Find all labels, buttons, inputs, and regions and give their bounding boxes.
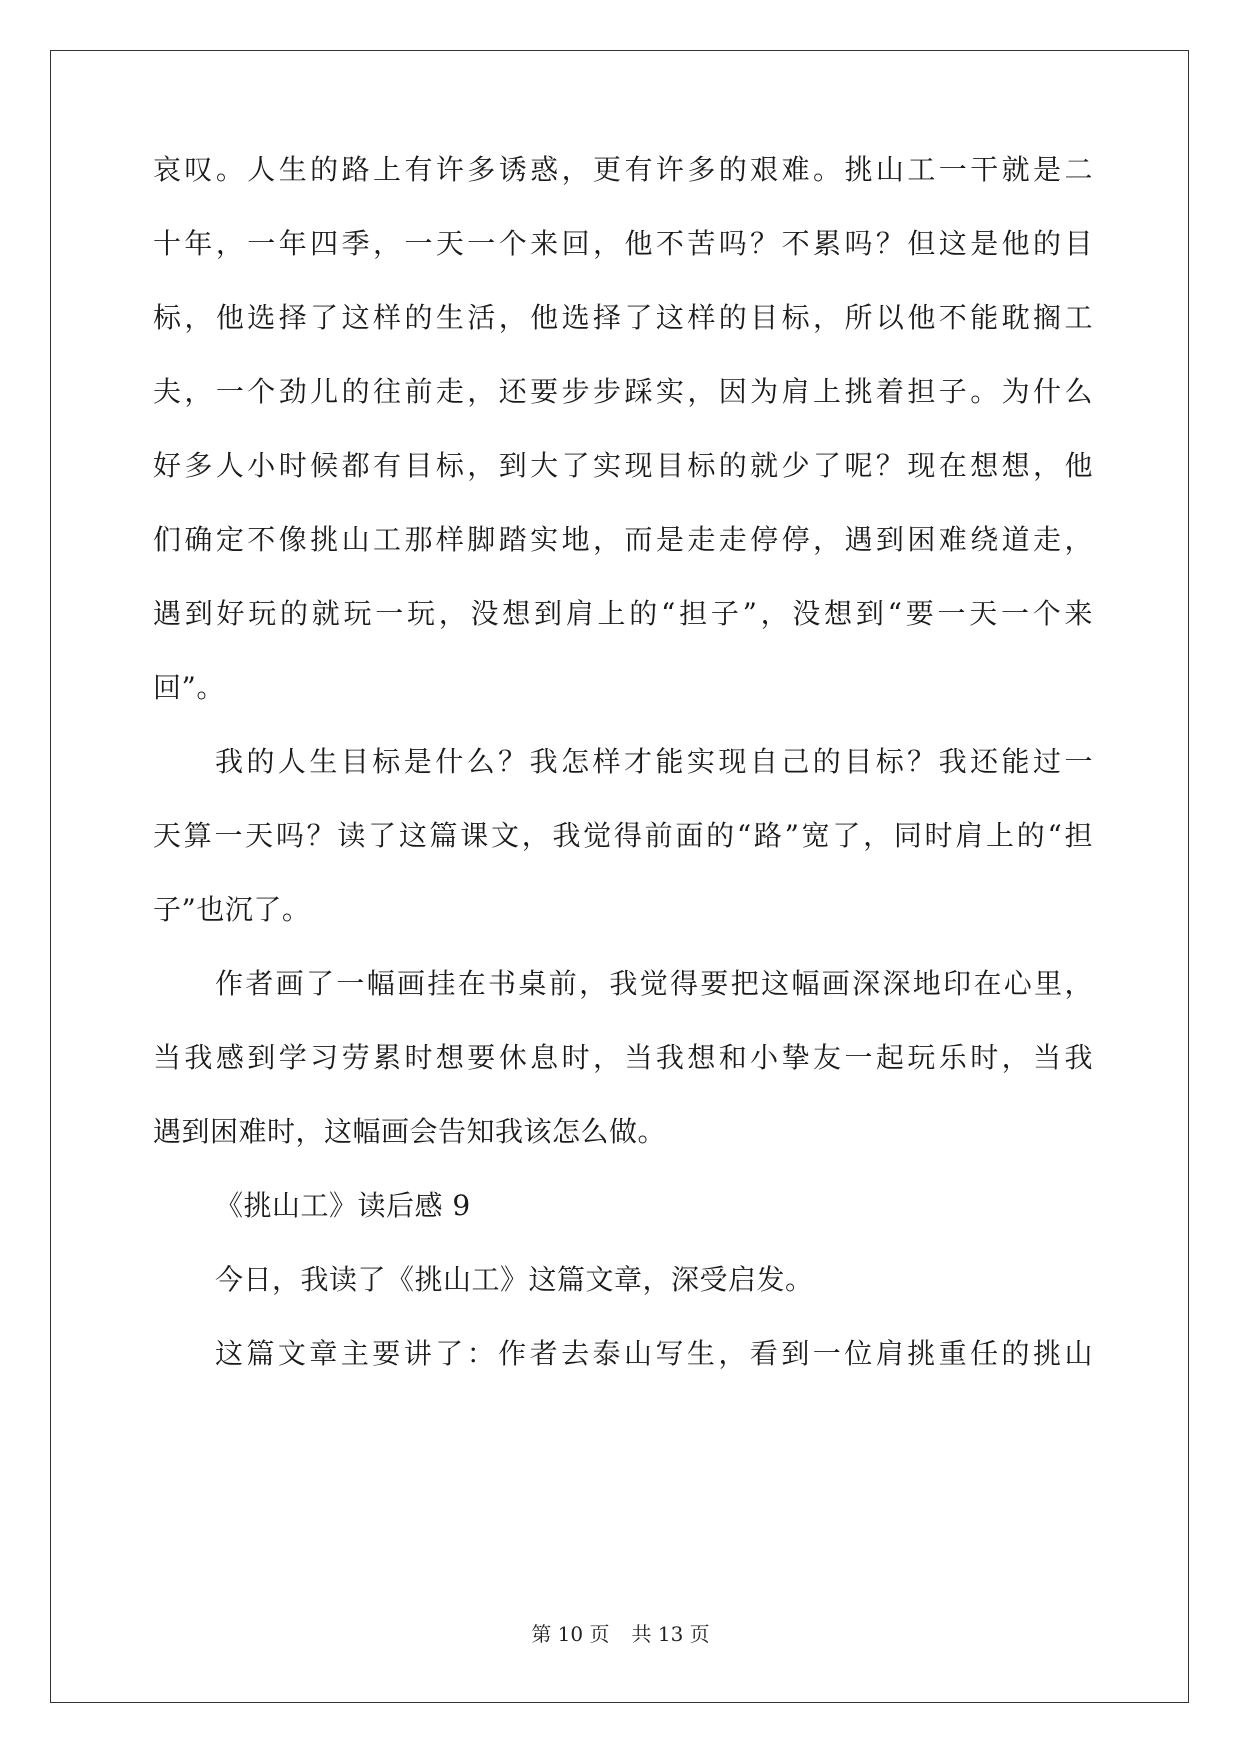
text-line: 十年，一年四季，一天一个来回，他不苦吗？不累吗？但这是他的目 <box>153 227 1093 260</box>
paragraph-start-line: 今日，我读了《挑山工》这篇文章，深受启发。 <box>215 1263 814 1296</box>
text-line: 天算一天吗？读了这篇课文，我觉得前面的“路”宽了，同时肩上的“担 <box>153 819 1093 852</box>
text-line: 遇到困难时，这幅画会告知我该怎么做。 <box>153 1115 667 1148</box>
page-footer <box>0 1620 1241 1648</box>
text-line: 好多人小时候都有目标，到大了实现目标的就少了呢？现在想想，他 <box>153 449 1093 482</box>
section-heading: 《挑山工》读后感 9 <box>215 1189 471 1222</box>
page-number: 第 10 页 <box>531 1622 610 1646</box>
text-line: 们确定不像挑山工那样脚踏实地，而是走走停停，遇到困难绕道走， <box>153 523 1093 556</box>
text-line: 当我感到学习劳累时想要休息时，当我想和小挚友一起玩乐时，当我 <box>153 1041 1093 1074</box>
page-total: 共 13 页 <box>631 1622 710 1646</box>
text-line: 子”也沉了。 <box>153 893 311 926</box>
paragraph-start-line: 作者画了一幅画挂在书桌前，我觉得要把这幅画深深地印在心里， <box>215 967 1093 1000</box>
text-line: 回”。 <box>153 671 225 704</box>
text-line: 标，他选择了这样的生活，他选择了这样的目标，所以他不能耽搁工 <box>153 301 1093 334</box>
paragraph-start-line: 我的人生目标是什么？我怎样才能实现自己的目标？我还能过一 <box>215 745 1093 778</box>
text-line: 夫，一个劲儿的往前走，还要步步踩实，因为肩上挑着担子。为什么 <box>153 375 1093 408</box>
paragraph-start-line: 这篇文章主要讲了：作者去泰山写生，看到一位肩挑重任的挑山 <box>215 1337 1093 1370</box>
text-line: 哀叹。人生的路上有许多诱惑，更有许多的艰难。挑山工一干就是二 <box>153 153 1093 186</box>
text-line: 遇到好玩的就玩一玩，没想到肩上的“担子”，没想到“要一天一个来 <box>153 597 1093 630</box>
